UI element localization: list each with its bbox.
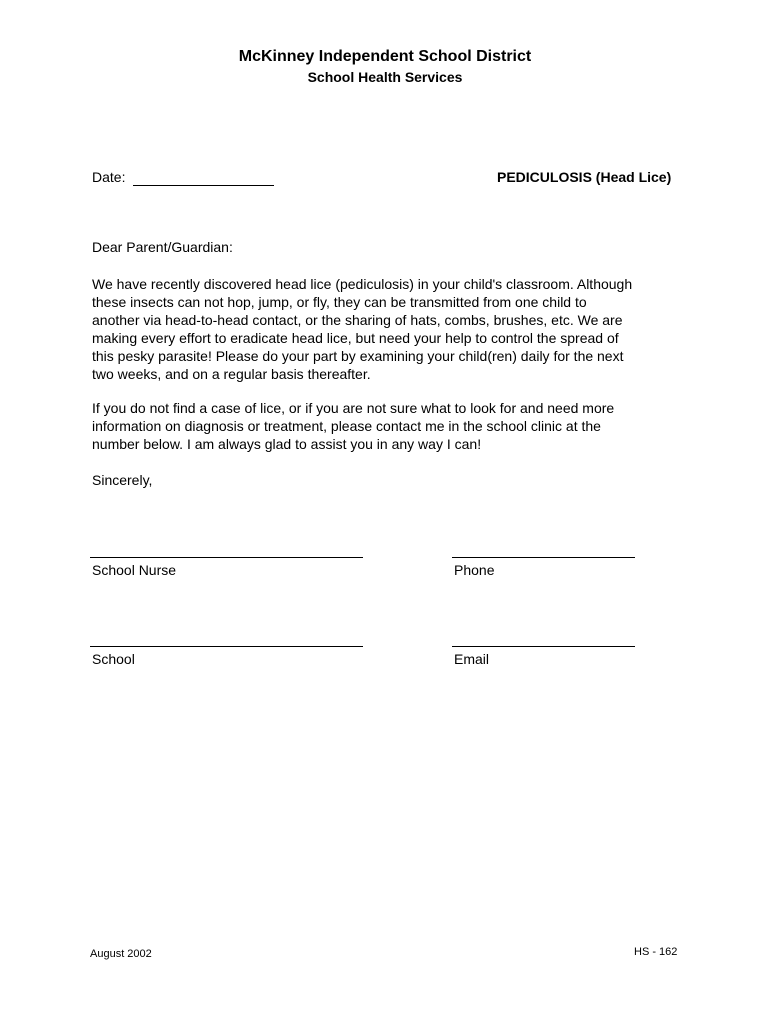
district-title: McKinney Independent School District	[238, 48, 532, 65]
body-paragraph-1	[92, 275, 692, 383]
paragraph-line: number below. I am always glad to assist you in any way I can!	[92, 436, 482, 452]
paragraph-line: two weeks, and on a regular basis thereafter.	[92, 366, 371, 382]
school-nurse-signature-line[interactable]	[90, 557, 363, 558]
date-label: Date:	[92, 169, 126, 185]
paragraph-line: information on diagnosis or treatment, please contact me in the school clinic at the	[92, 418, 601, 434]
closing: Sincerely,	[92, 472, 153, 488]
paragraph-line: this pesky parasite! Please do your part by examining your child(ren) daily for the next	[92, 348, 624, 364]
paragraph-line: We have recently discovered head lice (pediculosis) in your child's classroom. Although	[92, 276, 633, 292]
phone-label: Phone	[454, 562, 495, 578]
paragraph-line: making every effort to eradicate head lice, but need your help to control the spread of	[92, 330, 619, 346]
salutation: Dear Parent/Guardian:	[92, 239, 233, 255]
department-subtitle: School Health Services	[307, 69, 463, 85]
school-label: School	[92, 651, 135, 667]
email-label: Email	[454, 651, 490, 667]
footer-date: August 2002	[90, 948, 152, 960]
date-row	[92, 168, 274, 186]
paragraph-line: If you do not find a case of lice, or if you are not sure what to look for and need more	[92, 400, 615, 416]
email-line[interactable]	[452, 646, 635, 647]
school-nurse-label: School Nurse	[92, 562, 177, 578]
phone-line[interactable]	[452, 557, 635, 558]
paragraph-line: another via head-to-head contact, or the sharing of hats, combs, brushes, etc. We are	[92, 312, 623, 328]
form-title: PEDICULOSIS (Head Lice)	[497, 169, 672, 185]
school-line[interactable]	[90, 646, 363, 647]
footer-form-code: HS - 162	[634, 946, 678, 958]
body-paragraph-2	[92, 399, 692, 453]
date-field[interactable]	[133, 171, 274, 186]
paragraph-line: these insects can not hop, jump, or fly, they can be transmitted from one child to	[92, 294, 587, 310]
